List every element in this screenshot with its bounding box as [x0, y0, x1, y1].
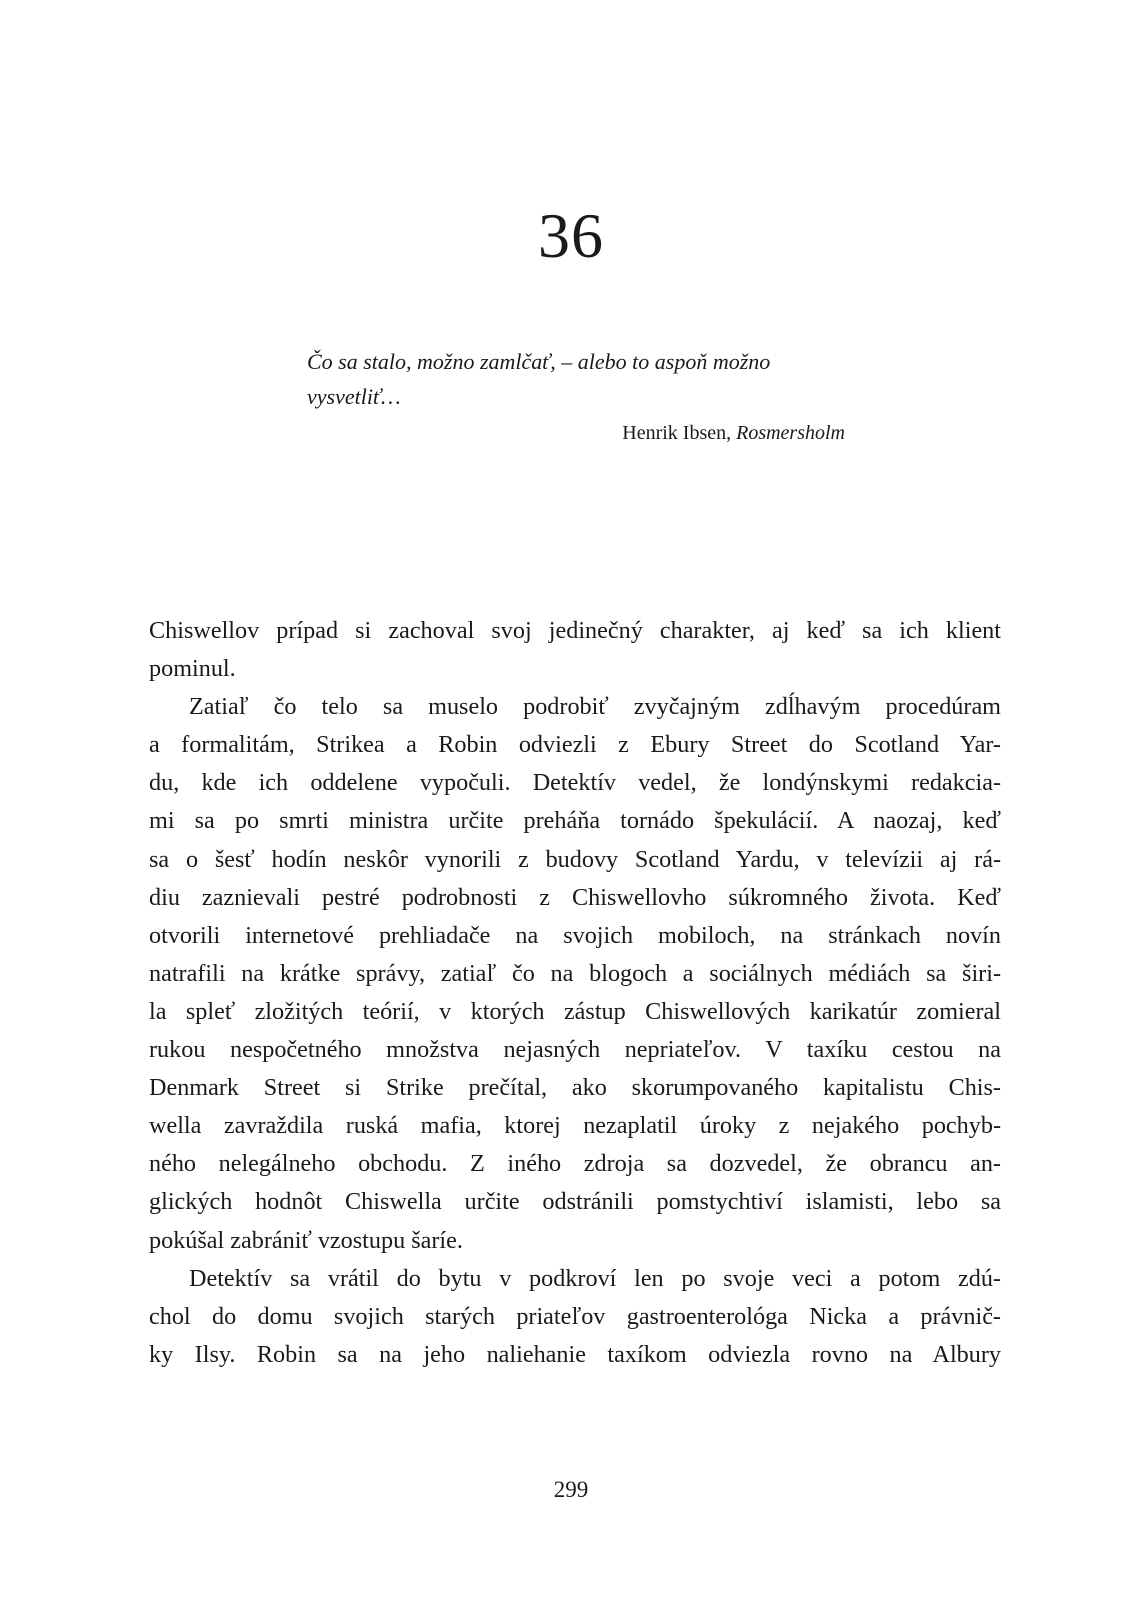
body-line: wella zavraždila ruská mafia, ktorej nezaplatil úroky z nejakého pochyb-: [149, 1112, 1001, 1140]
epigraph-quote: [307, 344, 847, 414]
body-line: Zatiaľ čo telo sa muselo podrobiť zvyčajným zdĺhavým procedúram: [189, 693, 1001, 721]
epigraph-attribution: [307, 416, 847, 450]
epigraph-line-2: vysvetliť…: [307, 384, 401, 409]
chapter-number: 36: [538, 200, 604, 271]
body-line: pominul.: [149, 655, 236, 683]
epigraph-line-1: Čo sa stalo, možno zamlčať, – alebo to aspoň možno: [307, 349, 771, 374]
body-line: Chiswellov prípad si zachoval svoj jedinečný charakter, aj keď sa ich klient: [149, 617, 1001, 644]
body-text: [149, 612, 1001, 1374]
body-line: Denmark Street si Strike prečítal, ako skorumpovaného kapitalistu Chis-: [149, 1074, 1001, 1102]
body-line: sa o šesť hodín neskôr vynorili z budovy Scotland Yardu, v televízii aj rá-: [149, 845, 1001, 873]
body-line: natrafili na krátke správy, zatiaľ čo na blogoch a sociálnych médiách sa širi-: [149, 959, 1001, 987]
epigraph: [307, 344, 847, 450]
body-line: pokúšal zabrániť vzostupu šaríe.: [149, 1226, 463, 1254]
body-line: chol do domu svojich starých priateľov gastroenterológa Nicka a právnič-: [149, 1302, 1001, 1330]
body-line: a formalitám, Strikea a Robin odviezli z Ebury Street do Scotland Yar-: [149, 731, 1001, 759]
body-line: glických hodnôt Chiswella určite odstránili pomstychtiví islamisti, lebo sa: [149, 1188, 1001, 1216]
body-line: Detektív sa vrátil do bytu v podkroví len po svoje veci a potom zdú-: [189, 1264, 1001, 1292]
epigraph-work-title: Rosmersholm: [736, 422, 845, 444]
body-line: ného nelegálneho obchodu. Z iného zdroja sa dozvedel, že obrancu an-: [149, 1150, 1001, 1178]
body-line: diu zaznievali pestré podrobnosti z Chiswellovho súkromného života. Keď: [149, 883, 1001, 911]
epigraph-author: Henrik Ibsen,: [622, 422, 737, 444]
body-line: la spleť zložitých teórií, v ktorých zástup Chiswellových karikatúr zomieral: [149, 997, 1001, 1025]
body-line: otvorili internetové prehliadače na svojich mobiloch, na stránkach novín: [149, 921, 1001, 949]
page-number: 299: [553, 1477, 589, 1502]
body-line: mi sa po smrti ministra určite preháňa tornádo špekulácií. A naozaj, keď: [149, 807, 1001, 835]
body-line: ky Ilsy. Robin sa na jeho naliehanie taxíkom odviezla rovno na Albury: [149, 1340, 1001, 1368]
body-line: rukou nespočetného množstva nejasných nepriateľov. V taxíku cestou na: [149, 1036, 1001, 1064]
body-line: du, kde ich oddelene vypočuli. Detektív vedel, že londýnskymi redakcia-: [149, 769, 1001, 797]
